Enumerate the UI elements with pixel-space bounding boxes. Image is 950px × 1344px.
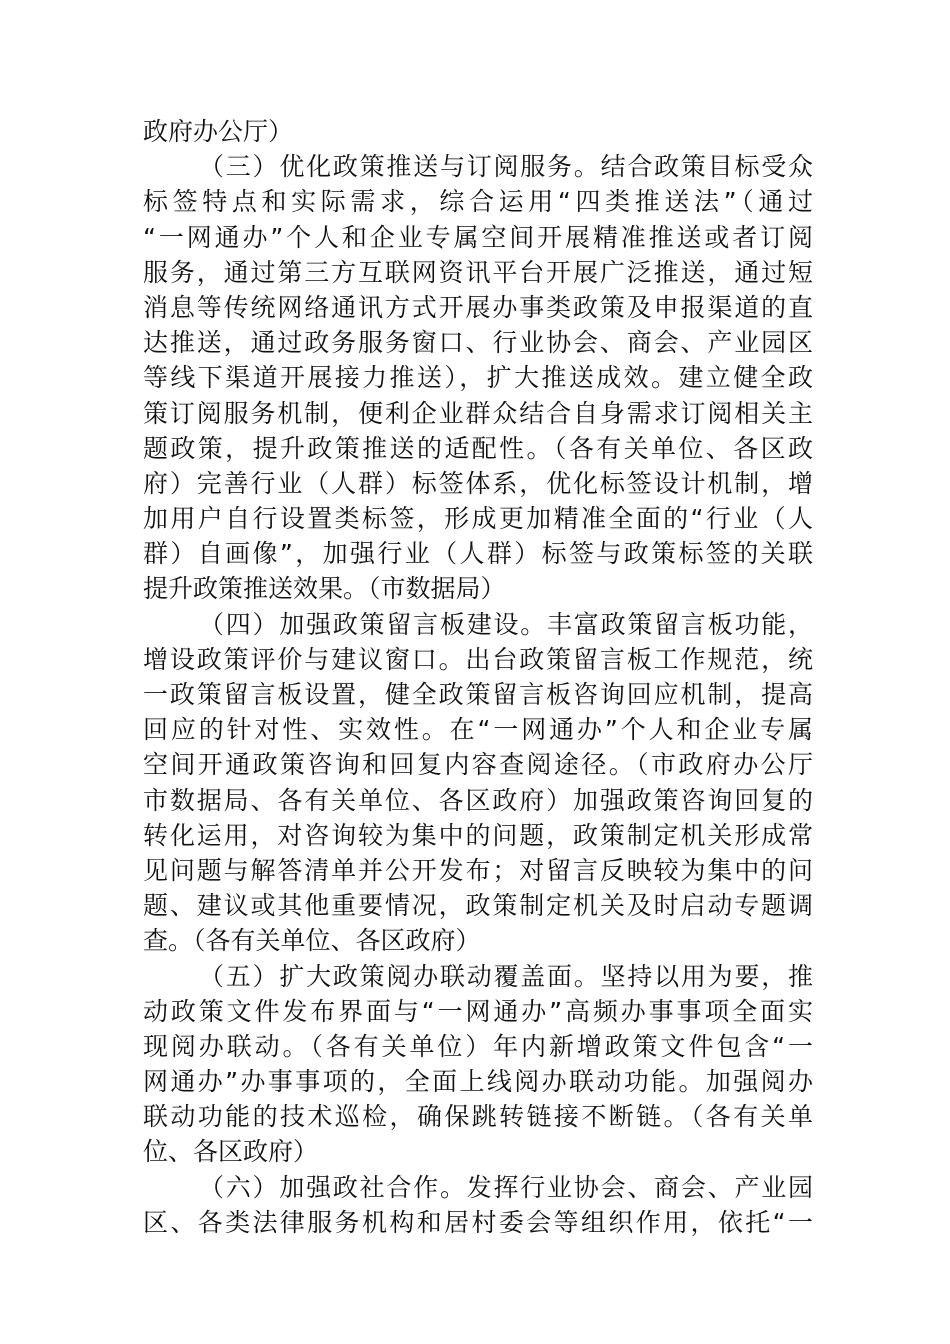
text-line: 消息等传统网络通讯方式开展办事类政策及申报渠道的直 [143, 292, 813, 322]
text-line: 一政策留言板设置，健全政策留言板咨询回应机制，提高 [143, 680, 813, 709]
text-line: 提升政策推送效果。（市数据局） [143, 574, 506, 604]
text-line: 府）完善行业（人群）标签体系，优化标签设计机制，增 [143, 468, 813, 498]
text-line: 动政策文件发布界面与“一网通办”高频办事事项全面实 [143, 996, 813, 1026]
text-line: 题政策，提升政策推送的适配性。（各有关单位、各区政 [143, 433, 813, 463]
text-line: 政府办公厅） [143, 117, 294, 146]
text-line: 达推送，通过政务服务窗口、行业协会、商会、产业园区 [143, 328, 813, 358]
text-line: 查。（各有关单位、各区政府） [143, 926, 481, 956]
paragraph-heading-line: （四）加强政策留言板建设。丰富政策留言板功能， [199, 609, 813, 639]
text-line: 网通办”办事事项的，全面上线阅办联动功能。加强阅办 [143, 1067, 813, 1097]
text-line: 题、建议或其他重要情况，政策制定机关及时启动专题调 [143, 891, 813, 921]
text-line: 加用户自行设置类标签，形成更加精准全面的“行业（人 [143, 504, 813, 534]
text-line: 增设政策评价与建议窗口。出台政策留言板工作规范，统 [143, 644, 813, 674]
text-line: 市数据局、各有关单位、各区政府）加强政策咨询回复的 [143, 785, 813, 815]
paragraph-heading-line: （三）优化政策推送与订阅服务。结合政策目标受众 [199, 152, 813, 182]
text-line: 位、各区政府） [143, 1137, 319, 1167]
paragraph-heading-line: （六）加强政社合作。发挥行业协会、商会、产业园 [199, 1172, 813, 1202]
text-line: 服务，通过第三方互联网资讯平台开展广泛推送，通过短 [143, 257, 813, 287]
document-body [143, 114, 813, 1240]
paragraph-heading-line: （五）扩大政策阅办联动覆盖面。坚持以用为要，推 [199, 961, 813, 991]
text-line: 转化运用，对咨询较为集中的问题，政策制定机关形成常 [143, 820, 813, 850]
text-line: 联动功能的技术巡检，确保跳转链接不断链。（各有关单 [143, 1102, 813, 1132]
text-line: 现阅办联动。（各有关单位）年内新增政策文件包含“一 [143, 1031, 813, 1061]
text-line: 策订阅服务机制，便利企业群众结合自身需求订阅相关主 [143, 398, 813, 428]
text-line: 见问题与解答清单并公开发布；对留言反映较为集中的问 [143, 855, 813, 885]
text-line: 空间开通政策咨询和回复内容查阅途径。（市政府办公厅 [143, 750, 813, 780]
text-line: 标签特点和实际需求，综合运用“四类推送法”（通过 [143, 187, 813, 217]
text-line: 群）自画像”，加强行业（人群）标签与政策标签的关联 [143, 539, 813, 569]
text-line: “一网通办”个人和企业专属空间开展精准推送或者订阅 [143, 222, 813, 252]
text-line: 区、各类法律服务机构和居村委会等组织作用，依托“一 [143, 1207, 813, 1237]
text-line: 回应的针对性、实效性。在“一网通办”个人和企业专属 [143, 715, 813, 745]
text-line: 等线下渠道开展接力推送），扩大推送成效。建立健全政 [143, 363, 813, 393]
